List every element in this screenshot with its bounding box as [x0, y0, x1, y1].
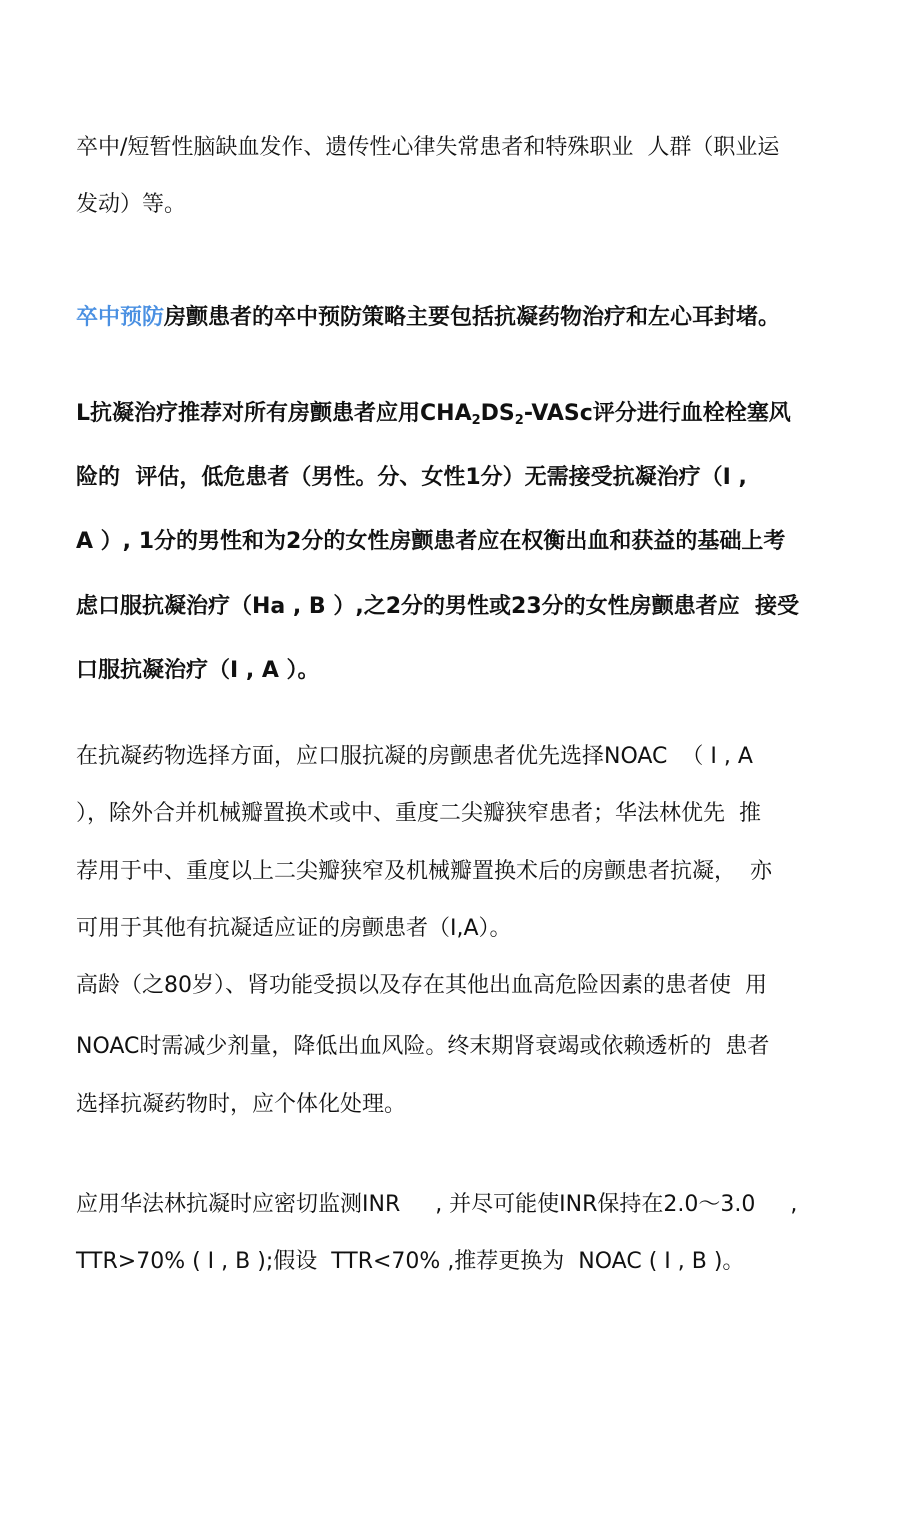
intro-line-2: 发动）等。 — [76, 192, 187, 217]
subscript-2: 2 — [514, 413, 524, 428]
drug-selection-line-4: 可用于其他有抗凝适应证的房颤患者（I,A）。 — [76, 916, 512, 941]
anticoag-line-1-part-a: L抗凝治疗推荐对所有房颤患者应用CHA — [76, 401, 472, 426]
stroke-prevention-text: 房颤患者的卒中预防策略主要包括抗凝药物治疗和左心耳封堵。 — [164, 305, 781, 330]
anticoag-line-1-part-c: -VASc评分进行血栓栓塞风 — [523, 401, 791, 426]
drug-selection-line-1: 在抗凝药物选择方面，应口服抗凝的房颤患者优先选择NOAC （ I , A — [76, 744, 753, 769]
anticoag-line-4: 虑口服抗凝治疗（Ha , B ）,之2分的男性或23分的女性房颤患者应 接受 — [76, 594, 799, 619]
drug-selection-line-2: ），除外合并机械瓣置换术或中、重度二尖瓣狭窄患者；华法林优先 推 — [76, 801, 761, 826]
elderly-line-3: 选择抗凝药物时，应个体化处理。 — [76, 1092, 407, 1117]
elderly-line-2: NOAC时需减少剂量，降低出血风险。终末期肾衰竭或依赖透析的 患者 — [76, 1034, 770, 1059]
anticoag-line-1-part-b: DS — [480, 401, 515, 426]
anticoag-line-1 — [76, 399, 791, 429]
stroke-prevention-heading: 卒中预防 — [76, 305, 165, 330]
warfarin-line-1: 应用华法林抗凝时应密切监测INR , 并尽可能使INR保持在2.0～3.0 , — [76, 1192, 798, 1217]
drug-selection-line-3: 荐用于中、重度以上二尖瓣狭窄及机械瓣置换术后的房颤患者抗凝， 亦 — [76, 859, 772, 884]
anticoag-line-3: A ）, 1分的男性和为2分的女性房颤患者应在权衡出血和获益的基础上考 — [76, 529, 786, 554]
warfarin-line-2: TTR>70% ( I , B );假设 TTR<70% ,推荐更换为 NOAC ( I , B )。 — [76, 1249, 745, 1274]
anticoag-line-5: 口服抗凝治疗（I , A ）。 — [76, 658, 320, 683]
anticoag-line-2: 险的 评估，低危患者（男性。分、女性1分）无需接受抗凝治疗（I , — [76, 465, 747, 490]
elderly-line-1: 高龄（之80岁）、肾功能受损以及存在其他出血高危险因素的患者使 用 — [76, 973, 767, 998]
subscript-2: 2 — [471, 413, 481, 428]
intro-line-1: 卒中/短暂性脑缺血发作、遗传性心律失常患者和特殊职业 人群（职业运 — [76, 135, 780, 160]
stroke-prevention-paragraph — [76, 303, 780, 333]
